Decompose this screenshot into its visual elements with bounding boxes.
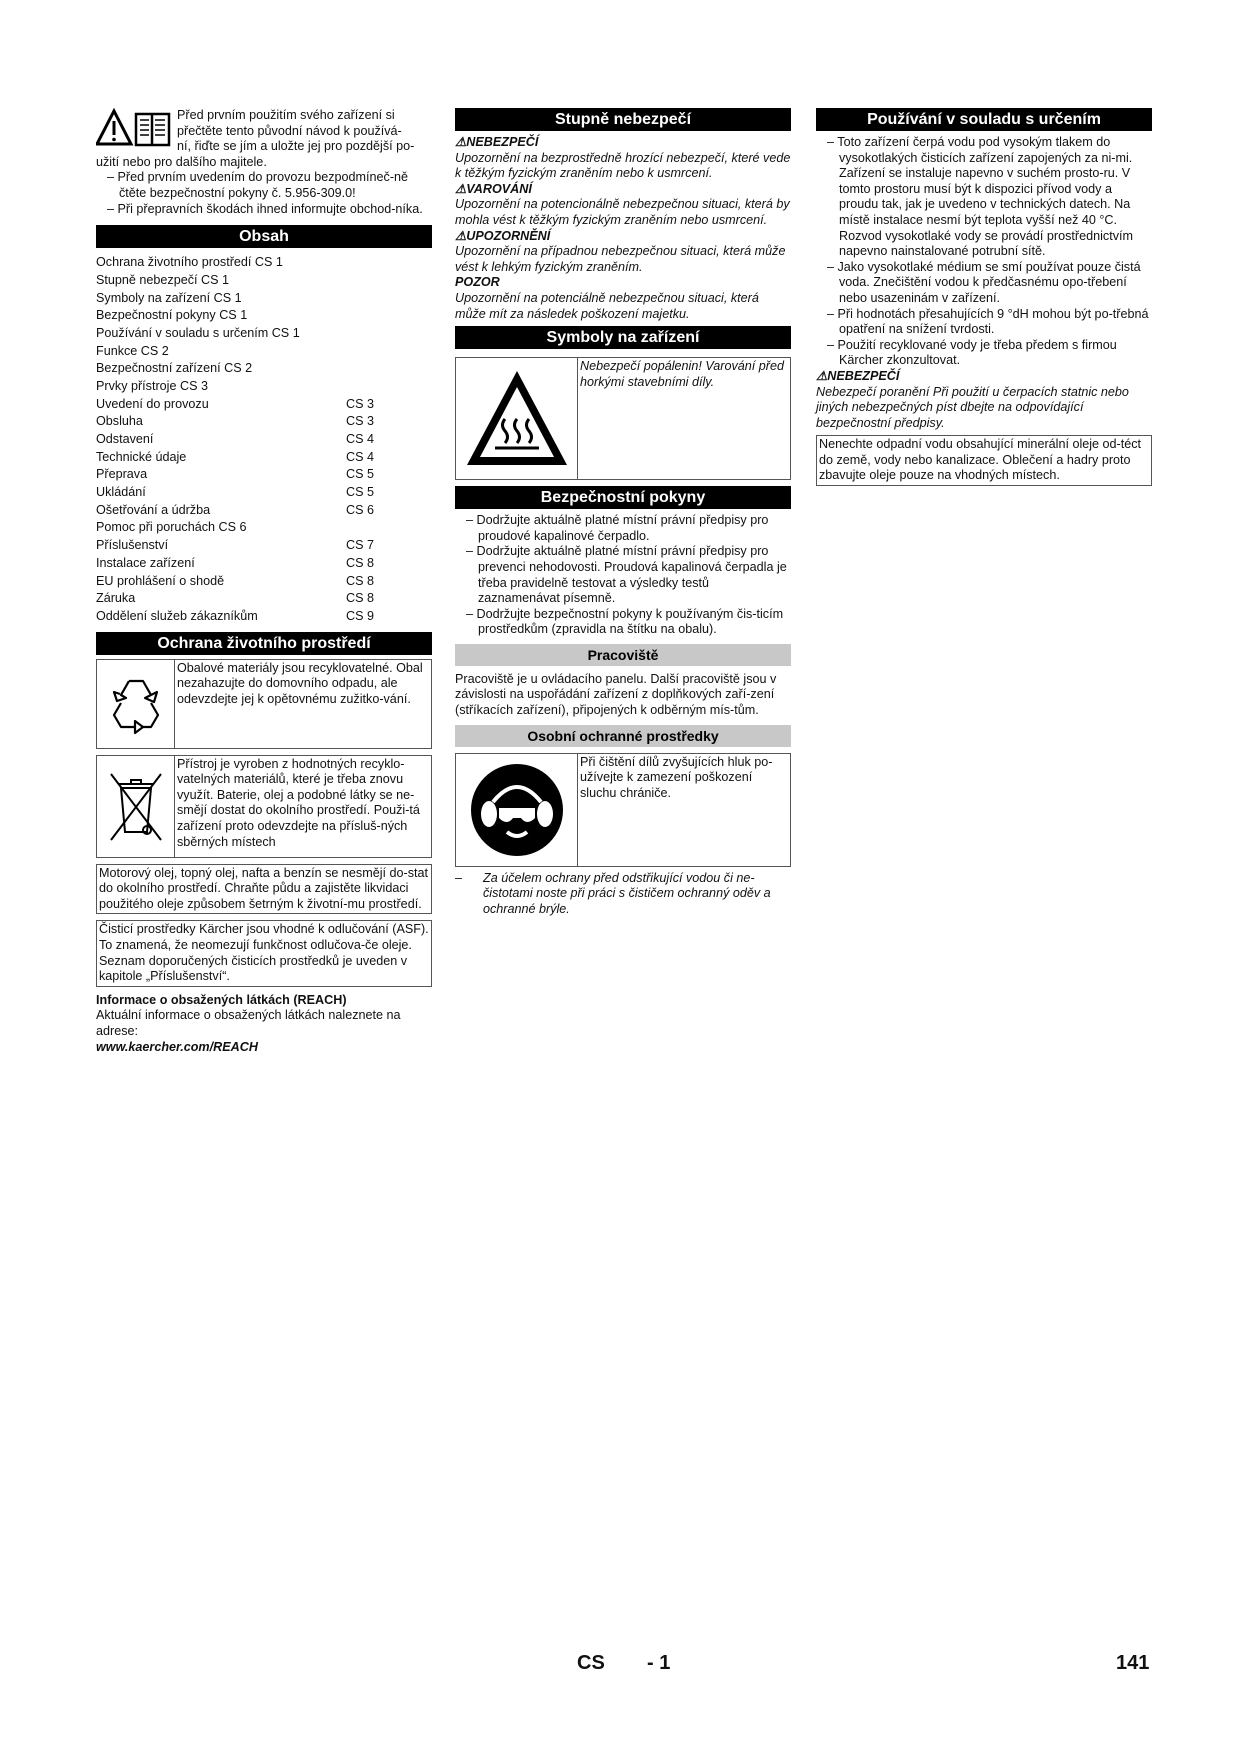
toc-item-page: CS 5 bbox=[346, 485, 374, 500]
toc-item-page: CS 3 bbox=[346, 414, 374, 429]
warning-triangle-icon: ⚠ bbox=[455, 135, 467, 149]
toc-item[interactable] bbox=[96, 272, 432, 290]
intro-line: přečtěte tento původní návod k používá- bbox=[177, 123, 402, 138]
warning-triangle-icon: ⚠ bbox=[455, 228, 467, 243]
toc-item-page: CS 4 bbox=[346, 449, 374, 464]
toc-item-page: CS 8 bbox=[346, 591, 374, 606]
intended-use-heading: Používání v souladu s určením bbox=[816, 108, 1152, 131]
danger-level-text: Upozornění na potenciálně nebezpečnou situaci, která může mít za následek poškození majetku. bbox=[455, 290, 759, 321]
intended-use-bullet: – Toto zařízení čerpá vodu pod vysokým tlakem do vysokotlakých čisticích zařízení zapojených za ni-mi. Zařízení se instaluje napevno v suchém prosto-ru. V tomto prostoru musí být k dispozici přívod vody a proudu tak, jak je uvedeno v technických datech. Na místě instalace nesmí být teplota vyšší než 40 °C. Rozvod vysokotlaké vody se provádí prostřednictvím napevno nainstalované potrubní sítě. bbox=[827, 135, 1133, 259]
hot-surface-box bbox=[455, 357, 791, 480]
intro-bullet: – Při přepravních škodách ihned informujte obchod-níka. bbox=[107, 201, 423, 216]
toc-item-title: Bezpečnostní zařízení CS 2 bbox=[96, 361, 253, 376]
environment-heading: Ochrana životního prostředí bbox=[96, 632, 432, 655]
toc-item[interactable] bbox=[96, 537, 432, 555]
toc-item[interactable] bbox=[96, 573, 432, 591]
toc-item-page: CS 8 bbox=[346, 573, 374, 588]
safety-bullet: – Dodržujte bezpečnostní pokyny k používaným čis-ticím prostředkům (zpravidla na štítku na obalu). bbox=[466, 606, 784, 637]
toc-item-title: Uvedení do provozu bbox=[96, 396, 209, 411]
toc-item-title: Technické údaje bbox=[96, 449, 187, 464]
column-left bbox=[96, 108, 432, 1055]
weee-box bbox=[96, 755, 432, 858]
intended-use-danger-text: Nebezpečí poranění Při použití u čerpacích statnic nebo jiných nebezpečných píst dbejte na odpovídající bezpečnostní předpisy. bbox=[816, 384, 1129, 430]
danger-level-text: Upozornění na potencionálně nebezpečnou situaci, která by mohla vést k těžkým fyzickým zraněním nebo usmrcení. bbox=[455, 197, 790, 227]
workplace-text: Pracoviště je u ovládacího panelu. Další pracoviště jsou v závislosti na uspořádání zařízení z doplňkových zaří-zení (stříkacích zařízení), připojených k odběrným mís-tům. bbox=[455, 671, 777, 718]
ppe-note-dash: – bbox=[455, 870, 463, 885]
recycle-icon bbox=[105, 673, 167, 735]
toc-item[interactable] bbox=[96, 519, 432, 537]
column-right bbox=[816, 108, 1152, 492]
danger-level-title: POZOR bbox=[455, 275, 500, 290]
workplace-heading: Pracoviště bbox=[455, 644, 791, 666]
intended-use-bullet: – Při hodnotách přesahujících 9 °dH mohou být po-třebná opatření na snížení tvrdosti. bbox=[827, 306, 1149, 337]
toc-item-page: CS 9 bbox=[346, 608, 374, 623]
ear-eye-protection-icon bbox=[469, 762, 565, 858]
symbols-heading: Symboly na zařízení bbox=[455, 326, 791, 349]
intended-use-danger-title: ⚠NEBEZPEČÍ bbox=[816, 368, 900, 383]
footer-page-part: - 1 bbox=[647, 1652, 671, 1674]
toc-item[interactable] bbox=[96, 484, 432, 502]
recycle-icon-cell bbox=[97, 660, 175, 748]
intro-block bbox=[96, 108, 432, 217]
hot-surface-text: Nebezpečí popálenin! Varování před horkými stavebními díly. bbox=[580, 359, 784, 389]
toc-item-page: CS 6 bbox=[346, 502, 374, 517]
toc-item[interactable] bbox=[96, 307, 432, 325]
toc-item-title: Používání v souladu s určením CS 1 bbox=[96, 325, 300, 340]
intro-line-last: užití nebo pro dalšího majitele. bbox=[96, 154, 267, 169]
safety-bullet: – Dodržujte aktuálně platné místní právní předpisy pro prevenci nehodovosti. Proudová kapalinová čerpadla je třeba pravidelně testovat a výsledky testů zaznamenávat písemně. bbox=[466, 544, 787, 606]
toc-item[interactable] bbox=[96, 449, 432, 467]
oil-frame: Motorový olej, topný olej, nafta a benzín se nesmějí do-stat do okolního prostředí. Chraňte půdu a zajistěte likvidaci použitého oleje způsobem šetrným k životní-mu prostředí. bbox=[96, 864, 432, 915]
toc-item-title: Pomoc při poruchách CS 6 bbox=[96, 520, 247, 535]
toc-item-page: CS 5 bbox=[346, 467, 374, 482]
asf-frame: Čisticí prostředky Kärcher jsou vhodné k odlučování (ASF). To znamená, že neomezují funkčnost odlučova-če oleje. Seznam doporučených čisticích prostředků je uveden v kapitole „Příslušenství“. bbox=[96, 920, 432, 986]
danger-level-title: ⚠UPOZORNĚNÍ bbox=[455, 228, 551, 243]
toc-item-title: Funkce CS 2 bbox=[96, 343, 169, 358]
warning-manual-icon bbox=[96, 108, 174, 148]
toc-item[interactable] bbox=[96, 590, 432, 608]
intro-line: Před prvním použitím svého zařízení si bbox=[177, 108, 395, 122]
reach-text: Aktuální informace o obsažených látkách naleznete na adrese: bbox=[96, 1008, 401, 1038]
toc-item[interactable] bbox=[96, 555, 432, 573]
toc-item[interactable] bbox=[96, 431, 432, 449]
toc-item-page: CS 4 bbox=[346, 432, 374, 447]
toc-heading: Obsah bbox=[96, 225, 432, 248]
danger-level-text: Upozornění na případnou nebezpečnou situaci, která může vést k lehkým fyzickým zraněním. bbox=[455, 244, 786, 274]
toc-item-title: Oddělení služeb zákazníkům bbox=[96, 608, 258, 623]
toc-item[interactable] bbox=[96, 290, 432, 308]
ppe-text: Při čištění dílů zvyšujících hluk po-užívejte k zamezení poškození sluchu chrániče. bbox=[580, 754, 773, 800]
toc-item-page: CS 8 bbox=[346, 555, 374, 570]
crossed-bin-icon bbox=[105, 766, 167, 846]
ppe-note bbox=[455, 871, 791, 918]
toc-item[interactable] bbox=[96, 413, 432, 431]
toc-item-title: Přeprava bbox=[96, 467, 148, 482]
toc-item-title: Ošetřování a údržba bbox=[96, 502, 211, 517]
toc-item-title: Ukládání bbox=[96, 485, 146, 500]
danger-level-title: ⚠NEBEZPEČÍ bbox=[455, 135, 539, 149]
waste-water-frame: Nenechte odpadní vodu obsahující minerální oleje od-téct do země, vody nebo kanalizace. Oblečení a hadry proto zbavujte oleje pouze na vhodných místech. bbox=[816, 435, 1152, 486]
toc-item-title: Ochrana životního prostředí CS 1 bbox=[96, 255, 283, 270]
toc-item[interactable] bbox=[96, 254, 432, 272]
toc-item-title: Prvky přístroje CS 3 bbox=[96, 378, 208, 393]
toc-item-title: Stupně nebezpečí CS 1 bbox=[96, 272, 230, 287]
toc-item[interactable] bbox=[96, 360, 432, 378]
hot-surface-icon bbox=[463, 367, 571, 471]
toc-item[interactable] bbox=[96, 378, 432, 396]
ppe-heading: Osobní ochranné prostředky bbox=[455, 725, 791, 747]
ppe-box bbox=[455, 753, 791, 867]
danger-heading: Stupně nebezpečí bbox=[455, 108, 791, 131]
recycle-box bbox=[96, 659, 432, 749]
recycle-text: Obalové materiály jsou recyklovatelné. Obal nezahazujte do domovního odpadu, ale odevzdejte jej k opětovnému zužitko-vání. bbox=[177, 660, 423, 706]
toc-item-title: Obsluha bbox=[96, 414, 143, 429]
toc-item-title: Záruka bbox=[96, 591, 136, 606]
toc-item-title: Odstavení bbox=[96, 432, 154, 447]
column-middle bbox=[455, 108, 791, 917]
intended-use-bullet: – Jako vysokotlaké médium se smí používat pouze čistá voda. Znečištění vodou k předčasnému opo-třebení nebo usazeninám v zařízení. bbox=[827, 259, 1141, 305]
reach-title: Informace o obsažených látkách (REACH) bbox=[96, 992, 347, 1007]
toc-item[interactable] bbox=[96, 502, 432, 520]
footer-page-number: 141 bbox=[1116, 1652, 1150, 1674]
ppe-note-text: Za účelem ochrany před odstřikující vodou či ne-čistotami noste při práci s čističem ochranný oděv a ochranné brýle. bbox=[483, 870, 771, 916]
safety-bullet: – Dodržujte aktuálně platné místní právní předpisy pro proudové kapalinové čerpadlo. bbox=[466, 513, 769, 543]
intro-icons bbox=[96, 108, 174, 148]
toc-list bbox=[96, 254, 432, 625]
toc-item-title: EU prohlášení o shodě bbox=[96, 573, 225, 588]
weee-text: Přístroj je vyroben z hodnotných recyklo-vatelných materiálů, které je třeba znovu využít. Baterie, olej a podobné látky se ne-smějí dostat do okolního prostředí. Použi-tá zařízení proto odevzdejte na přísluš-ných sběrných místech bbox=[177, 756, 420, 849]
weee-icon-cell bbox=[97, 756, 175, 857]
toc-item-title: Instalace zařízení bbox=[96, 555, 195, 570]
reach-url[interactable]: www.kaercher.com/REACH bbox=[96, 1039, 258, 1054]
toc-item[interactable] bbox=[96, 608, 432, 626]
hot-surface-icon-cell bbox=[456, 358, 578, 479]
intro-line: ní, řiďte se jím a uložte jej pro pozdější po- bbox=[177, 139, 415, 154]
danger-level-title: ⚠VAROVÁNÍ bbox=[455, 181, 532, 196]
toc-item[interactable] bbox=[96, 325, 432, 343]
toc-item-title: Příslušenství bbox=[96, 538, 169, 553]
toc-item-page: CS 7 bbox=[346, 538, 374, 553]
toc-item-title: Bezpečnostní pokyny CS 1 bbox=[96, 308, 248, 323]
footer-lang: CS bbox=[577, 1652, 605, 1674]
toc-item[interactable] bbox=[96, 396, 432, 414]
warning-triangle-icon: ⚠ bbox=[816, 368, 828, 383]
toc-item[interactable] bbox=[96, 466, 432, 484]
ppe-icon-cell bbox=[456, 754, 578, 866]
toc-item-page: CS 3 bbox=[346, 396, 374, 411]
toc-item[interactable] bbox=[96, 343, 432, 361]
danger-level-text: Upozornění na bezprostředně hrozící nebezpečí, které vede k těžkým fyzickým zraněním nebo k usmrcení. bbox=[455, 150, 791, 181]
toc-item-title: Symboly na zařízení CS 1 bbox=[96, 290, 242, 305]
intro-bullet: – Před prvním uvedením do provozu bezpodmíneč-ně čtěte bezpečnostní pokyny č. 5.956-309.0! bbox=[107, 170, 409, 200]
intended-use-bullet: – Použití recyklované vody je třeba předem s firmou Kärcher zkonzultovat. bbox=[827, 337, 1117, 368]
safety-heading: Bezpečnostní pokyny bbox=[455, 486, 791, 509]
warning-triangle-icon: ⚠ bbox=[455, 181, 467, 196]
